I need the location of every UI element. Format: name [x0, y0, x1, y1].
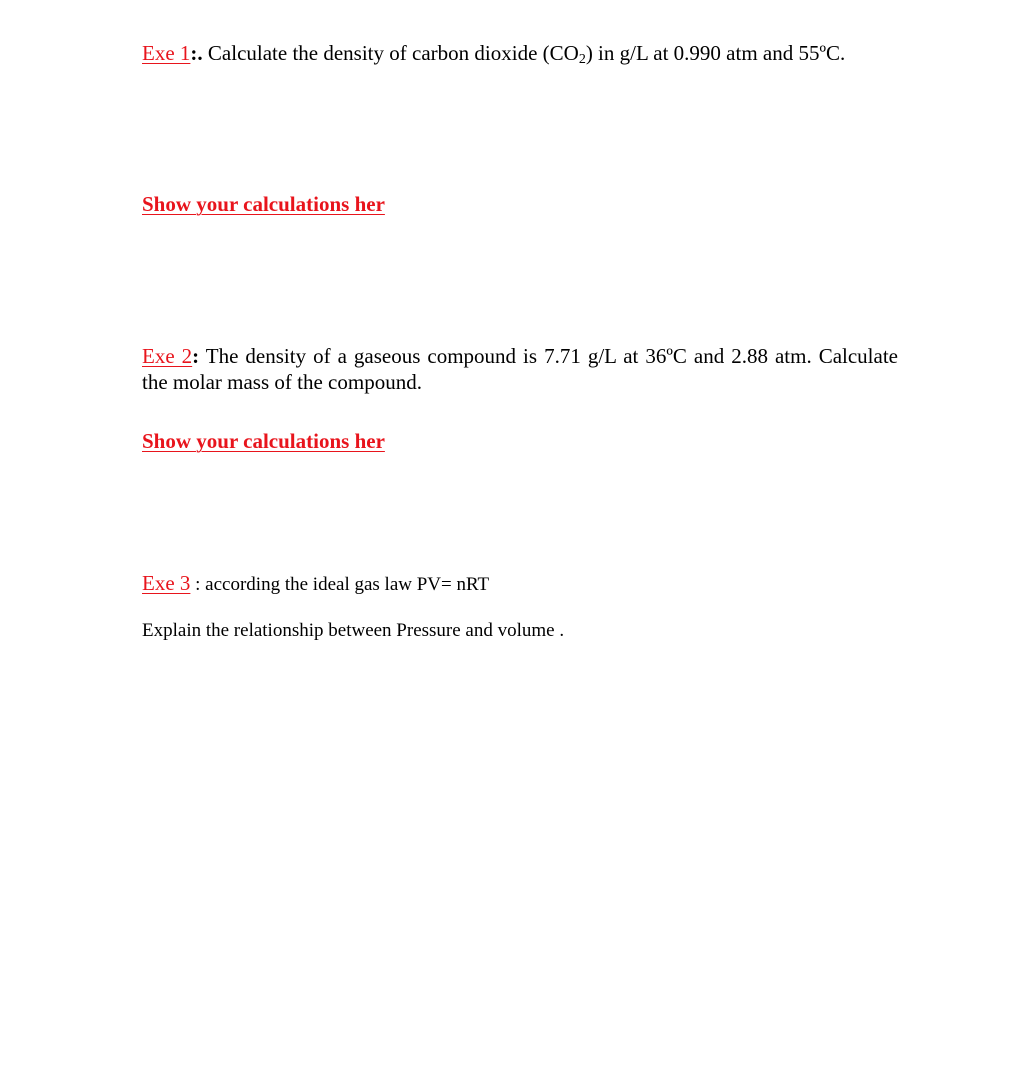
exercise-1-separator: :. — [190, 41, 203, 65]
exercise-1-statement — [142, 40, 898, 66]
exercise-2-text: The density of a gaseous compound is 7.71 g/L at 36ºC and 2.88 atm. Calculate the molar mass of the compound. — [142, 344, 898, 394]
exercise-3-label: Exe 3 — [142, 571, 191, 595]
exercise-1-label: Exe 1 — [142, 41, 191, 65]
exercise-1-subscript: 2 — [578, 52, 586, 67]
exercise-1-text-after: ) in g/L at 0.990 atm and 55ºC. — [585, 41, 846, 65]
exercise-2-show-calculations: Show your calculations her — [142, 429, 385, 453]
exercise-3-statement — [142, 570, 898, 598]
exercise-1-show-calculations: Show your calculations her — [142, 192, 385, 216]
exercise-3-text: : according the ideal gas law PV= nRT — [190, 574, 490, 595]
exercise-1-text-before: Calculate the density of carbon dioxide (CO — [202, 41, 579, 65]
exercise-2-separator: : — [192, 344, 200, 368]
exercise-2-label: Exe 2 — [142, 344, 193, 368]
exercise-2-statement — [142, 343, 898, 395]
exercise-3-question: Explain the relationship between Pressure and volume . — [142, 620, 565, 641]
